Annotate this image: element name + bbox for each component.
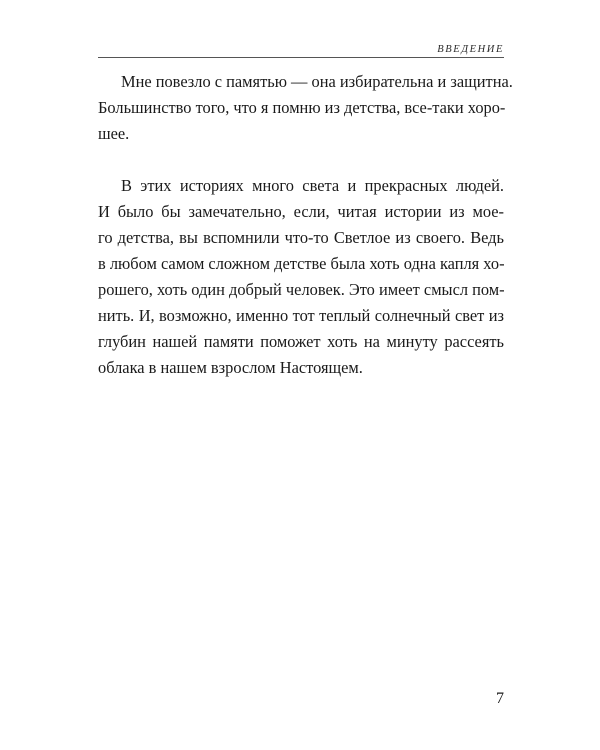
page-number: 7 <box>496 690 504 707</box>
running-head: ВВЕДЕНИЕ <box>437 44 504 55</box>
text-line: Мне повезло с памятью — она избирательна и защитна. <box>121 72 513 91</box>
text-line: в любом самом сложном детстве была хоть одна капля хо- <box>98 254 505 273</box>
text-line: глубин нашей памяти поможет хоть на минуту рассеять <box>98 332 504 351</box>
text-line: нить. И, возможно, именно тот теплый солнечный свет из <box>98 306 504 325</box>
text-line: Большинство того, что я помню из детства, все-таки хоро- <box>98 98 506 117</box>
header-rule <box>98 57 504 58</box>
body-text <box>98 69 513 381</box>
text-line: облака в нашем взрослом Настоящем. <box>98 358 363 377</box>
paragraph-2 <box>98 173 504 381</box>
text-line: рошего, хоть один добрый человек. Это имеет смысл пом- <box>98 280 505 299</box>
paragraph-1 <box>98 69 513 147</box>
text-line: го детства, вы вспомнили что-то Светлое из своего. Ведь <box>98 228 504 247</box>
text-line: шее. <box>98 124 130 143</box>
text-line: В этих историях много света и прекрасных людей. <box>121 176 504 195</box>
text-line: И было бы замечательно, если, читая истории из мое- <box>98 202 504 221</box>
paragraph-gap <box>98 147 504 173</box>
